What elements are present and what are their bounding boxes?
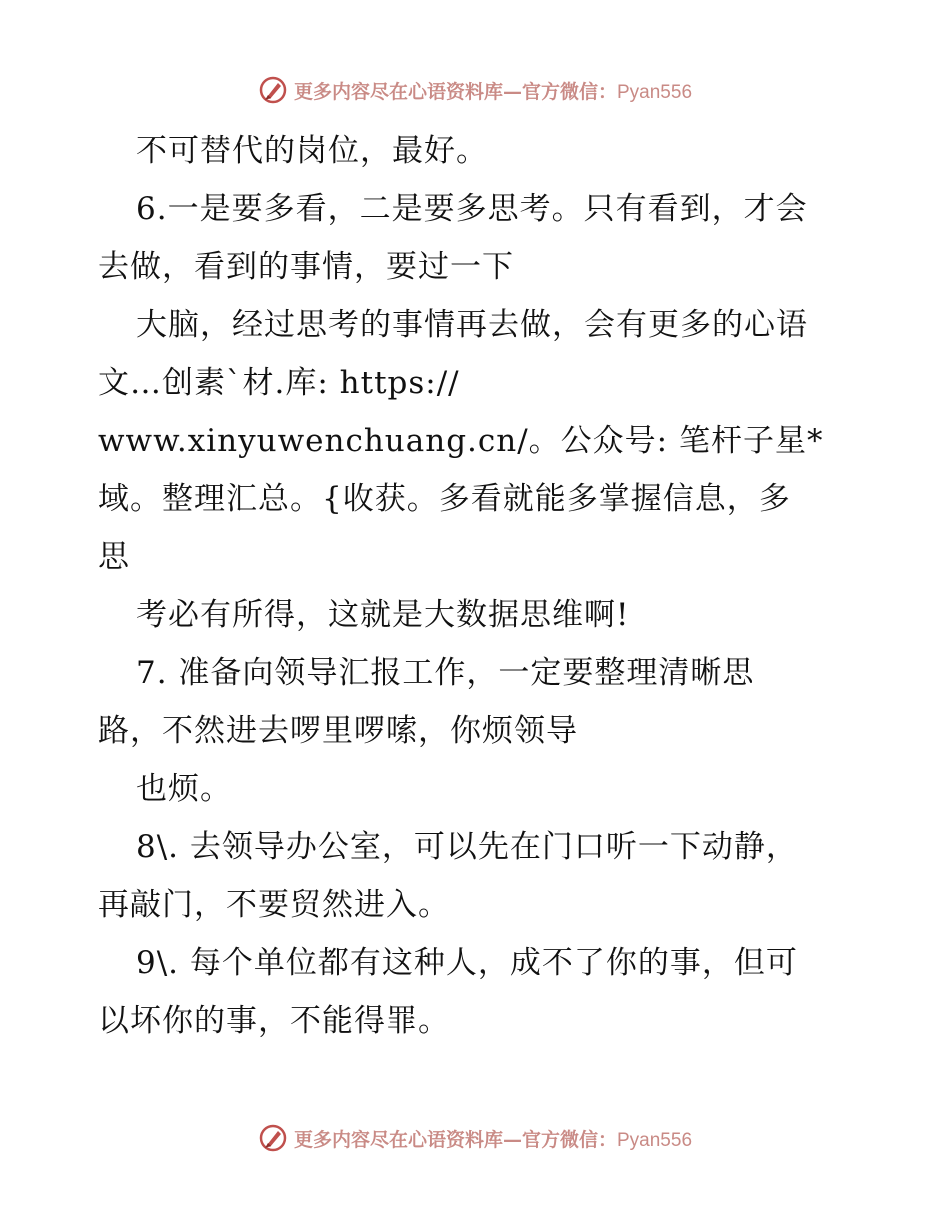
text-line: 大脑，经过思考的事情再去做，会有更多的心语	[136, 307, 808, 343]
watermark-text: 更多内容尽在心语资料库—官方微信：Pyan556	[293, 1128, 693, 1151]
text-line: 文…创素`材.库: https://	[98, 365, 460, 401]
text-line: 也烦。	[136, 771, 232, 807]
text-line: 7. 准备向领导汇报工作，一定要整理清晰思	[136, 655, 755, 691]
text-line: 9\. 每个单位都有这种人，成不了你的事，但可	[136, 945, 798, 981]
pen-nib-icon	[258, 1123, 288, 1153]
text-line: 再敲门，不要贸然进入。	[98, 887, 450, 923]
text-line: www.xinyuwenchuang.cn/。公众号: 笔杆子星*	[98, 423, 824, 459]
text-line: 去做，看到的事情，要过一下	[98, 249, 514, 285]
text-line: 考必有所得，这就是大数据思维啊!	[136, 597, 630, 633]
text-line: 6.一是要多看，二是要多思考。只有看到，才会	[136, 191, 808, 227]
watermark-text: 更多内容尽在心语资料库—官方微信：Pyan556	[293, 80, 693, 103]
text-line: 不可替代的岗位，最好。	[136, 133, 488, 169]
text-line: 思	[98, 539, 130, 575]
document-body	[98, 122, 858, 1050]
header-watermark	[0, 70, 950, 110]
pen-nib-icon	[258, 75, 288, 105]
text-line: 以坏你的事，不能得罪。	[98, 1003, 450, 1039]
text-line: 8\. 去领导办公室，可以先在门口听一下动静，	[136, 829, 798, 865]
text-line: 域。整理汇总。{收获。多看就能多掌握信息，多	[98, 481, 791, 517]
text-line: 路，不然进去啰里啰嗦，你烦领导	[98, 713, 578, 749]
footer-watermark	[0, 1118, 950, 1158]
